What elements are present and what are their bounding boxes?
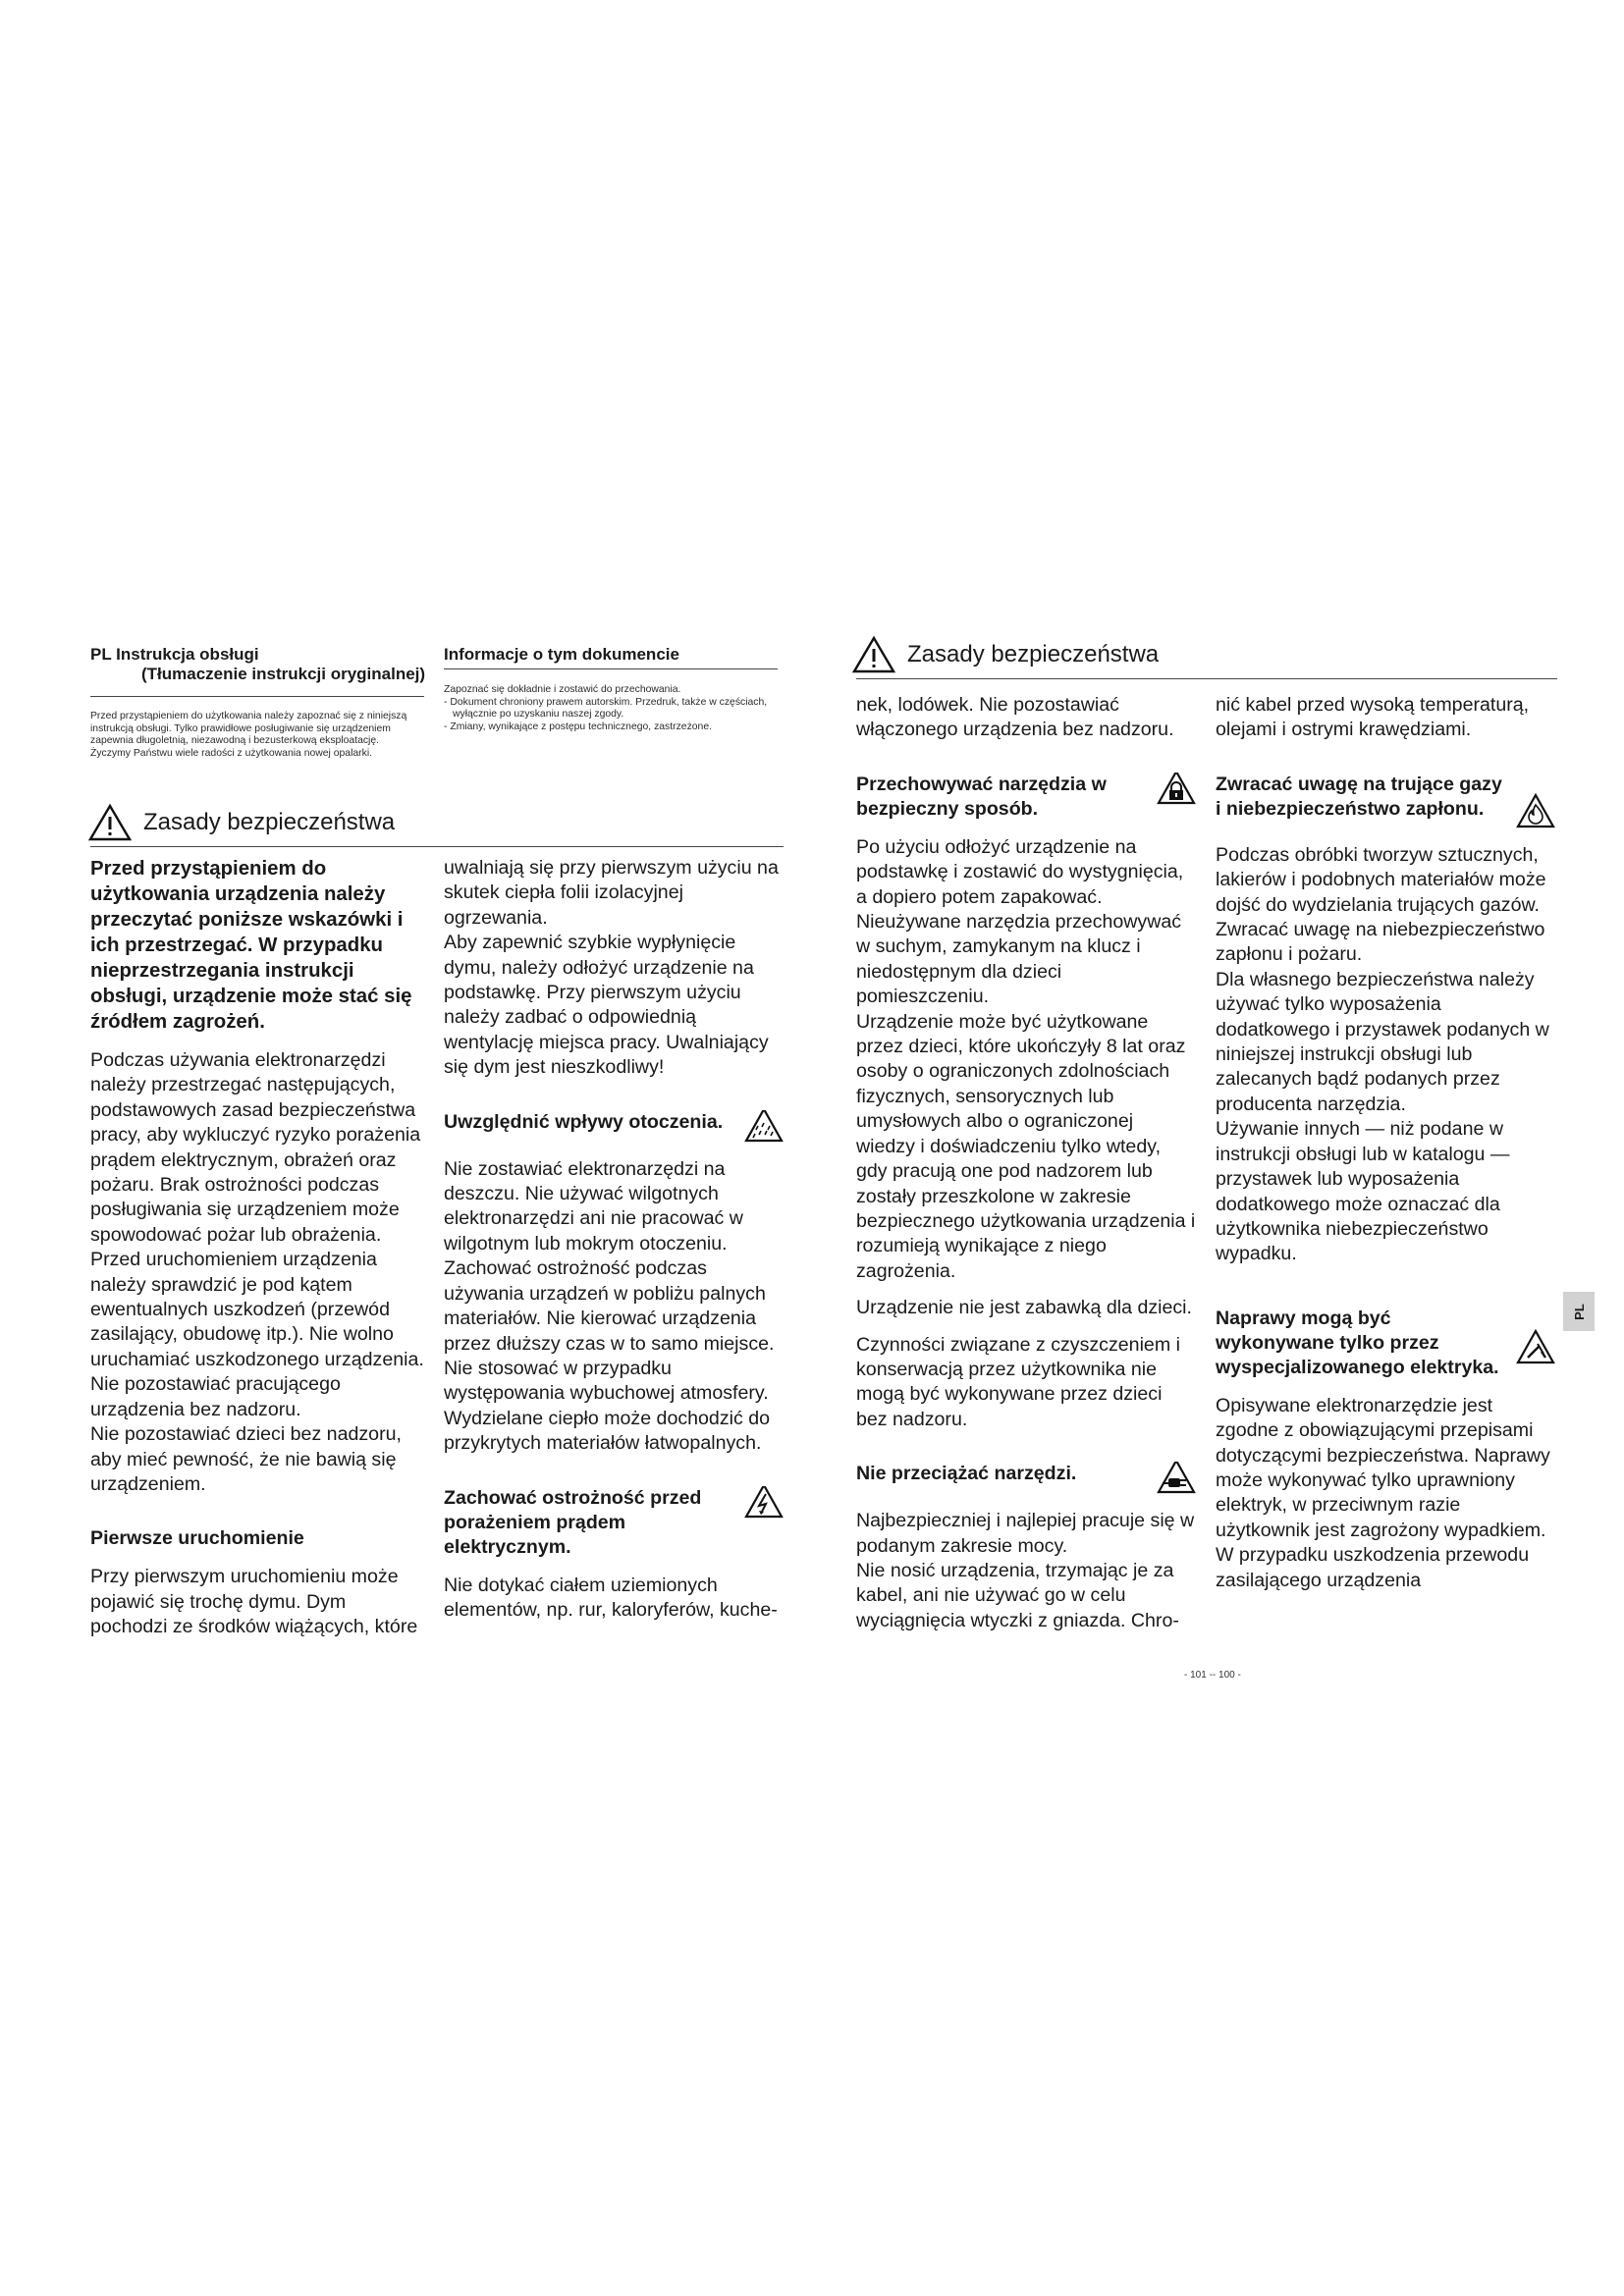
warning-triangle-icon [88,803,132,842]
about-text: Zapoznać się dokładnie i zostawić do przechowania. - Dokument chroniony prawem autorskim. Przedruk, także w częściach, wyłącznie po uzyskaniu naszej zgody. - Zmiany, wynikające z postępu technicznego, zastrzeżone. [444,684,768,732]
warning-triangle-icon [852,635,895,674]
subheading-toxic-gases: Zwracać uwagę na trujące gazy i niebezpieczeństwo zapłonu. [1216,773,1555,829]
section-rule [856,678,1557,679]
subheading-overload: Nie przeciążać narzędzi. [856,1462,1196,1495]
subheading-repairs: Naprawy mogą być wykonywane tylko przez wyspecjalizowanego elektryka. [1216,1307,1555,1380]
subheading-storage: Przechowywać narzędzia w bezpieczny sposób. [856,773,1196,822]
subheading-electric-shock: Zachować ostrożność przed porażeniem prądem elektrycznym. [444,1486,784,1560]
divider [90,696,424,697]
subheading-environment: Uwzględnić wpływy otoczenia. [444,1110,784,1144]
repair-tool-icon [1516,1328,1555,1365]
section-title-right: Zasady bezpieczeństwa [852,635,1159,674]
intro-text: Przed przystąpieniem do użytkowania należy zapoznać się z niniejszą instrukcją obsługi. Tylko prawidłowe posługiwanie się urządzeniem zapewnia długoletnią, niezawodną i bezusterkową eksploatację. Życzymy Państwu wiele radości z użytkowania nowej opalarki. [90,711,407,759]
column-3: nek, lodówek. Nie pozostawiać włączonego urządzenia bez nadzoru. Przechowywać narzędzia w bezpieczny sposób. Po użyciu odłożyć urządzenie na podstawkę i zostawić do wystygnięcia, a dopiero potem zapakować. Nieużywane narzędzia przechowywać w suchym, zamykanym na klucz i niedostępnym dla dzieci pomieszczeniu. Urządzenie może być użytkowane przez dzieci, które ukończyły 8 lat oraz osoby o ograniczonych zdolnościach fizycznych, sensorycznych lub umysłowych albo o ograniczonej wiedzy i doświadczeniu tylko wtedy, gdy pracują one pod nadzorem lub zostały przeszkolone w zakresie bezpiecznego użytkowania urządzenia i rozumieją wynikające z niego zagrożenia. Urządzenie nie jest zabawką dla dzieci. Czynności związane z czyszczeniem i konserwacją przez użytkownika nie mogą być wykonywane przez dzieci bez nadzoru. Nie przeciążać narzędzi. Najbezpieczniej i najlepiej pracuje się w podanym zakresie mocy. Nie nosić urządzenia, trzymając je za kabel, ani nie używać go w celu wyciągnięcia wtyczki z gniazda. Chro- [856,694,1196,1631]
manual-title: PL Instrukcja obsługi (Tłumaczenie instrukcji oryginalnej) [90,645,426,683]
divider [444,668,778,669]
page-number: - 101 -- 100 - [1184,1670,1241,1681]
section-rule [90,846,784,847]
column-4: nić kabel przed wysoką temperaturą, olejami i ostrymi krawędziami. Zwracać uwagę na trujące gazy i niebezpieczeństwo zapłonu. Podczas obróbki tworzyw sztucznych, lakierów i podobnych materiałów może dojść do wydzielania trujących gazów. Zwracać uwagę na niebezpieczeństwo zapłonu i pożaru. Dla własnego bezpieczeństwa należy używać tylko wyposażenia dodatkowego i przystawek podanych w niniejszej instrukcji obsługi lub zalecanych bądź podanych przez producenta narzędzia. Używanie innych — niż podane w instrukcji obsługi lub w katalogu — przystawek lub wyposażenia dodatkowego może oznaczać dla użytkownika niebezpieczeństwo wypadku. Naprawy mogą być wykonywane tylko przez wyspecjalizowanego elektryka. Opisywane elektronarzędzie jest zgodne z obowiązującymi przepisami dotyczącymi bezpieczeństwa. Naprawy może wykonywać tylko uprawniony elektryk, w przeciwnym razie użytkownik jest zagrożony wypadkiem. W przypadku uszkodzenia przewodu zasilającego urządzenia [1216,693,1555,1593]
about-document-title: Informacje o tym dokumencie [444,645,679,664]
language-tab: PL [1563,1292,1595,1331]
column-1: Przed przystąpieniem do użytkowania urządzenia należy przeczytać poniższe wskazówki i ich przestrzegać. W przypadku nieprzestrzegania instrukcji obsługi, urządzenie może stać się źródłem zagrożeń. Podczas używania elektronarzędzi należy przestrzegać następujących, podstawowych zasad bezpieczeństwa pracy, aby wykluczyć ryzyko porażenia prądem elektrycznym, obrażeń oraz pożaru. Brak ostrożności podczas posługiwania się urządzeniem może spowodować pożar lub obrażenia. Przed uruchomieniem urządzenia należy sprawdzić je pod kątem ewentualnych uszkodzeń (przewód zasilający, obudowę itp.). Nie wolno uruchamiać uszkodzonego urządzenia. Nie pozostawiać pracującego urządzenia bez nadzoru. Nie pozostawiać dzieci bez nadzoru, aby mieć pewność, że nie bawią się urządzeniem. Pierwsze uruchomienie Przy pierwszym uruchomieniu może pojawić się trochę dymu. Dym pochodzi ze środków wiążących, które [90,858,424,1638]
section-title-left: Zasady bezpieczeństwa [88,803,395,842]
column-2: uwalniają się przy pierwszym użyciu na skutek ciepła folii izolacyjnej ogrzewania. Aby zapewnić szybkie wypłynięcie dymu, należy odłożyć urządzenie na podstawkę. Przy pierwszym użyciu należy zadbać o odpowiednią wentylację miejsca pracy. Uwalniający się dym jest nieszkodliwy! Uwzględnić wpływy otoczenia. Nie zostawiać elektronarzędzi na deszczu. Nie używać wilgotnych elektronarzędzi ani nie pracować w wilgotnym lub mokrym otoczeniu. Zachować ostrożność podczas używania urządzeń w pobliżu palnych materiałów. Nie kierować urządzenia przez dłuższy czas w to samo miejsce. Nie stosować w przypadku występowania wybuchowej atmosfery. Wydzielane ciepło może dochodzić do przykrytych materiałów łatwopalnych. Zachować ostrożność przed porażeniem prądem elektrycznym. Nie dotykać ciałem uziemionych elementów, np. rur, kaloryferów, kuche- [444,856,784,1623]
plug-icon [1157,1462,1196,1495]
electric-shock-icon [744,1486,784,1520]
lock-icon [1157,773,1196,806]
flammable-icon [1516,792,1555,829]
rain-warning-icon [744,1110,784,1144]
